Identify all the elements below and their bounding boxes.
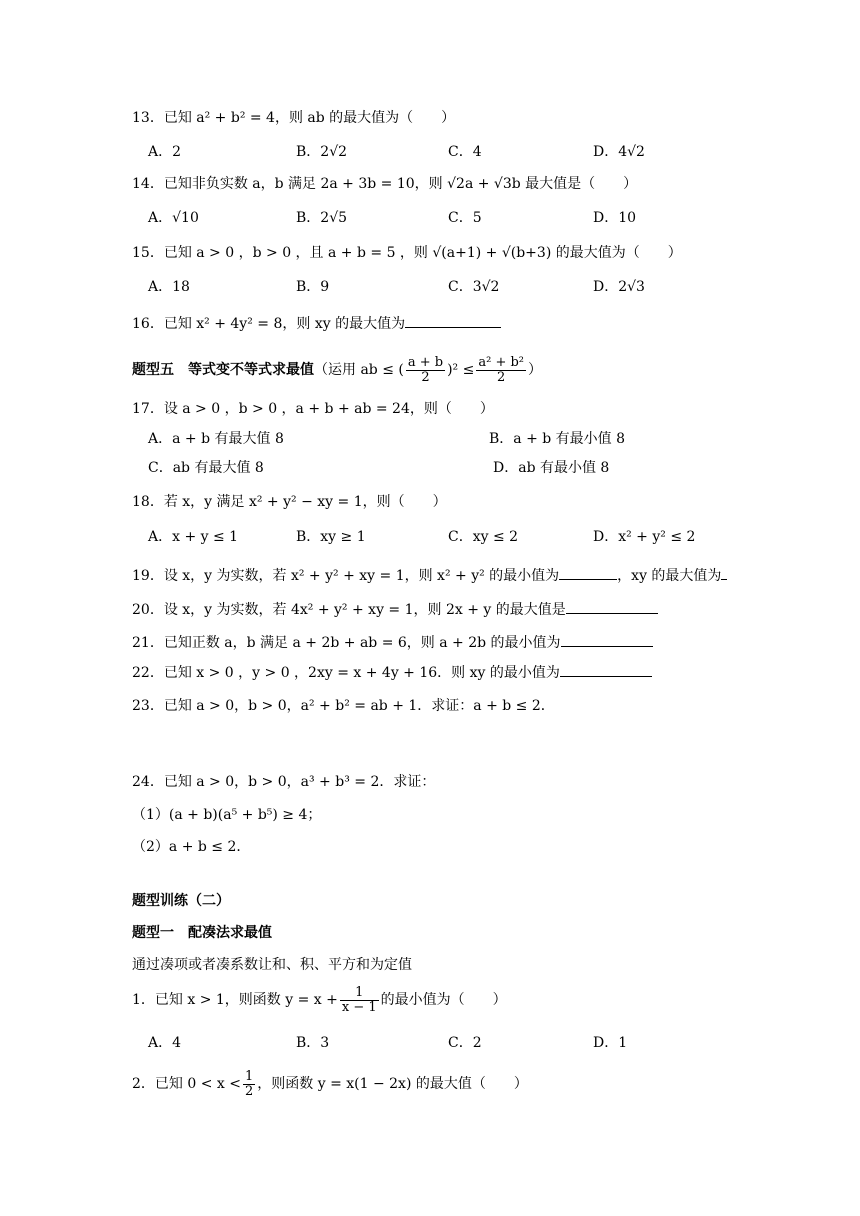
question-17: 17．设 a > 0 ，b > 0 ，a + b + ab = 24，则（ ） — [132, 401, 494, 417]
frac1-denominator: 2 — [421, 369, 430, 385]
problem-2 — [132, 1066, 528, 1102]
problem-1-text-a: 1．已知 x > 1，则函数 y = x + — [132, 992, 338, 1008]
q15-option-d: D．2√3 — [593, 279, 645, 295]
question-18: 18．若 x，y 满足 x² + y² − xy = 1，则（ ） — [132, 494, 447, 510]
answer-blank[interactable] — [560, 662, 652, 677]
question-20 — [132, 599, 658, 619]
q14-option-b: B．2√5 — [296, 210, 348, 226]
q15-option-c: C．3√2 — [448, 279, 500, 295]
section-5-note-c: ） — [528, 362, 543, 378]
q13-option-d: D．4√2 — [593, 144, 645, 160]
q18-option-d: D．x² + y² ≤ 2 — [593, 529, 696, 545]
question-14: 14．已知非负实数 a，b 满足 2a + 3b = 10，则 √2a + √3b 最大值是（ ） — [132, 176, 638, 192]
question-24: 24．已知 a > 0，b > 0，a³ + b³ = 2．求证： — [132, 774, 436, 790]
question-23: 23．已知 a > 0，b > 0，a² + b² = ab + 1．求证：a + b ≤ 2． — [132, 698, 555, 714]
answer-blank[interactable] — [721, 565, 727, 580]
q13-option-c: C．4 — [448, 144, 482, 160]
question-19 — [132, 565, 727, 585]
question-24-part-2: （2）a + b ≤ 2． — [132, 839, 251, 855]
section-5-fraction-1 — [406, 356, 445, 385]
problem-2-fraction — [243, 1070, 255, 1099]
q13-option-a: A．2 — [148, 144, 182, 160]
q18-option-b: B．xy ≥ 1 — [296, 529, 366, 545]
q17-option-c: C．ab 有最大值 8 — [148, 460, 264, 476]
section-1-description: 通过凑项或者凑系数让和、积、平方和为定值 — [132, 957, 412, 973]
q14-option-a: A．√10 — [148, 210, 199, 226]
section-5-note-a: （运用 ab ≤ ( — [314, 362, 404, 378]
q13-option-b: B．2√2 — [296, 144, 348, 160]
problem-2-text-a: 2．已知 0 < x < — [132, 1076, 241, 1092]
section-5-title: 题型五 等式变不等式求最值 — [132, 362, 314, 378]
frac2-denominator: 2 — [497, 369, 506, 385]
q17-option-a: A．a + b 有最大值 8 — [148, 431, 284, 447]
q17-option-d: D．ab 有最小值 8 — [493, 460, 610, 476]
problem-1 — [132, 982, 507, 1018]
answer-blank[interactable] — [559, 565, 617, 580]
problem-1-text-b: 的最小值为（ ） — [380, 992, 507, 1008]
section-5-fraction-2 — [476, 356, 526, 385]
training-title: 题型训练（二） — [132, 893, 230, 909]
question-19-text-a: 19．设 x，y 为实数，若 x² + y² + xy = 1，则 x² + y² 的最小值为 — [132, 568, 560, 584]
question-24-part-1: （1）(a + b)(a⁵ + b⁵) ≥ 4； — [132, 807, 322, 823]
section-5-heading — [132, 352, 542, 388]
question-21-text: 21．已知正数 a，b 满足 a + 2b + ab = 6，则 a + 2b 的最小值为 — [132, 635, 561, 651]
q17-option-b: B．a + b 有最小值 8 — [489, 431, 626, 447]
p2-denominator: 2 — [244, 1083, 254, 1099]
q14-option-c: C．5 — [448, 210, 482, 226]
frac2-numerator: a² + b² — [478, 354, 525, 370]
question-22-text: 22．已知 x > 0 ，y > 0 ，2xy = x + 4y + 16．则 xy 的最小值为 — [132, 665, 560, 681]
q14-option-d: D．10 — [593, 210, 637, 226]
answer-blank[interactable] — [405, 313, 501, 328]
q15-option-b: B．9 — [296, 279, 330, 295]
problem-1-fraction — [340, 986, 379, 1015]
p1-option-d: D．1 — [593, 1035, 628, 1051]
p1-numerator: 1 — [340, 986, 379, 1001]
p1-denominator: x − 1 — [341, 999, 377, 1015]
p2-numerator: 1 — [244, 1068, 254, 1084]
q18-option-a: A．x + y ≤ 1 — [148, 529, 239, 545]
question-22 — [132, 662, 652, 682]
question-16 — [132, 313, 501, 333]
question-16-text: 16．已知 x² + 4y² = 8，则 xy 的最大值为 — [132, 316, 406, 332]
q18-option-c: C．xy ≤ 2 — [448, 529, 519, 545]
p1-option-a: A．4 — [148, 1035, 182, 1051]
q15-option-a: A．18 — [148, 279, 190, 295]
frac1-numerator: a + b — [407, 354, 444, 370]
section-5-note-b: )² ≤ — [447, 362, 475, 378]
problem-2-text-b: ，则函数 y = x(1 − 2x) 的最大值（ ） — [257, 1076, 528, 1092]
question-15: 15．已知 a > 0 ，b > 0 ，且 a + b = 5 ，则 √(a+1) + √(b+3) 的最大值为（ ） — [132, 245, 682, 261]
question-19-text-b: ，xy 的最大值为 — [617, 568, 722, 584]
question-21 — [132, 632, 653, 652]
answer-blank[interactable] — [566, 599, 658, 614]
question-13: 13．已知 a² + b² = 4，则 ab 的最大值为（ ） — [132, 110, 456, 126]
p1-option-b: B．3 — [296, 1035, 330, 1051]
answer-blank[interactable] — [561, 632, 653, 647]
p1-option-c: C．2 — [448, 1035, 482, 1051]
question-20-text: 20．设 x，y 为实数，若 4x² + y² + xy = 1，则 2x + y 的最大值是 — [132, 602, 566, 618]
section-1-title: 题型一 配凑法求最值 — [132, 925, 272, 941]
